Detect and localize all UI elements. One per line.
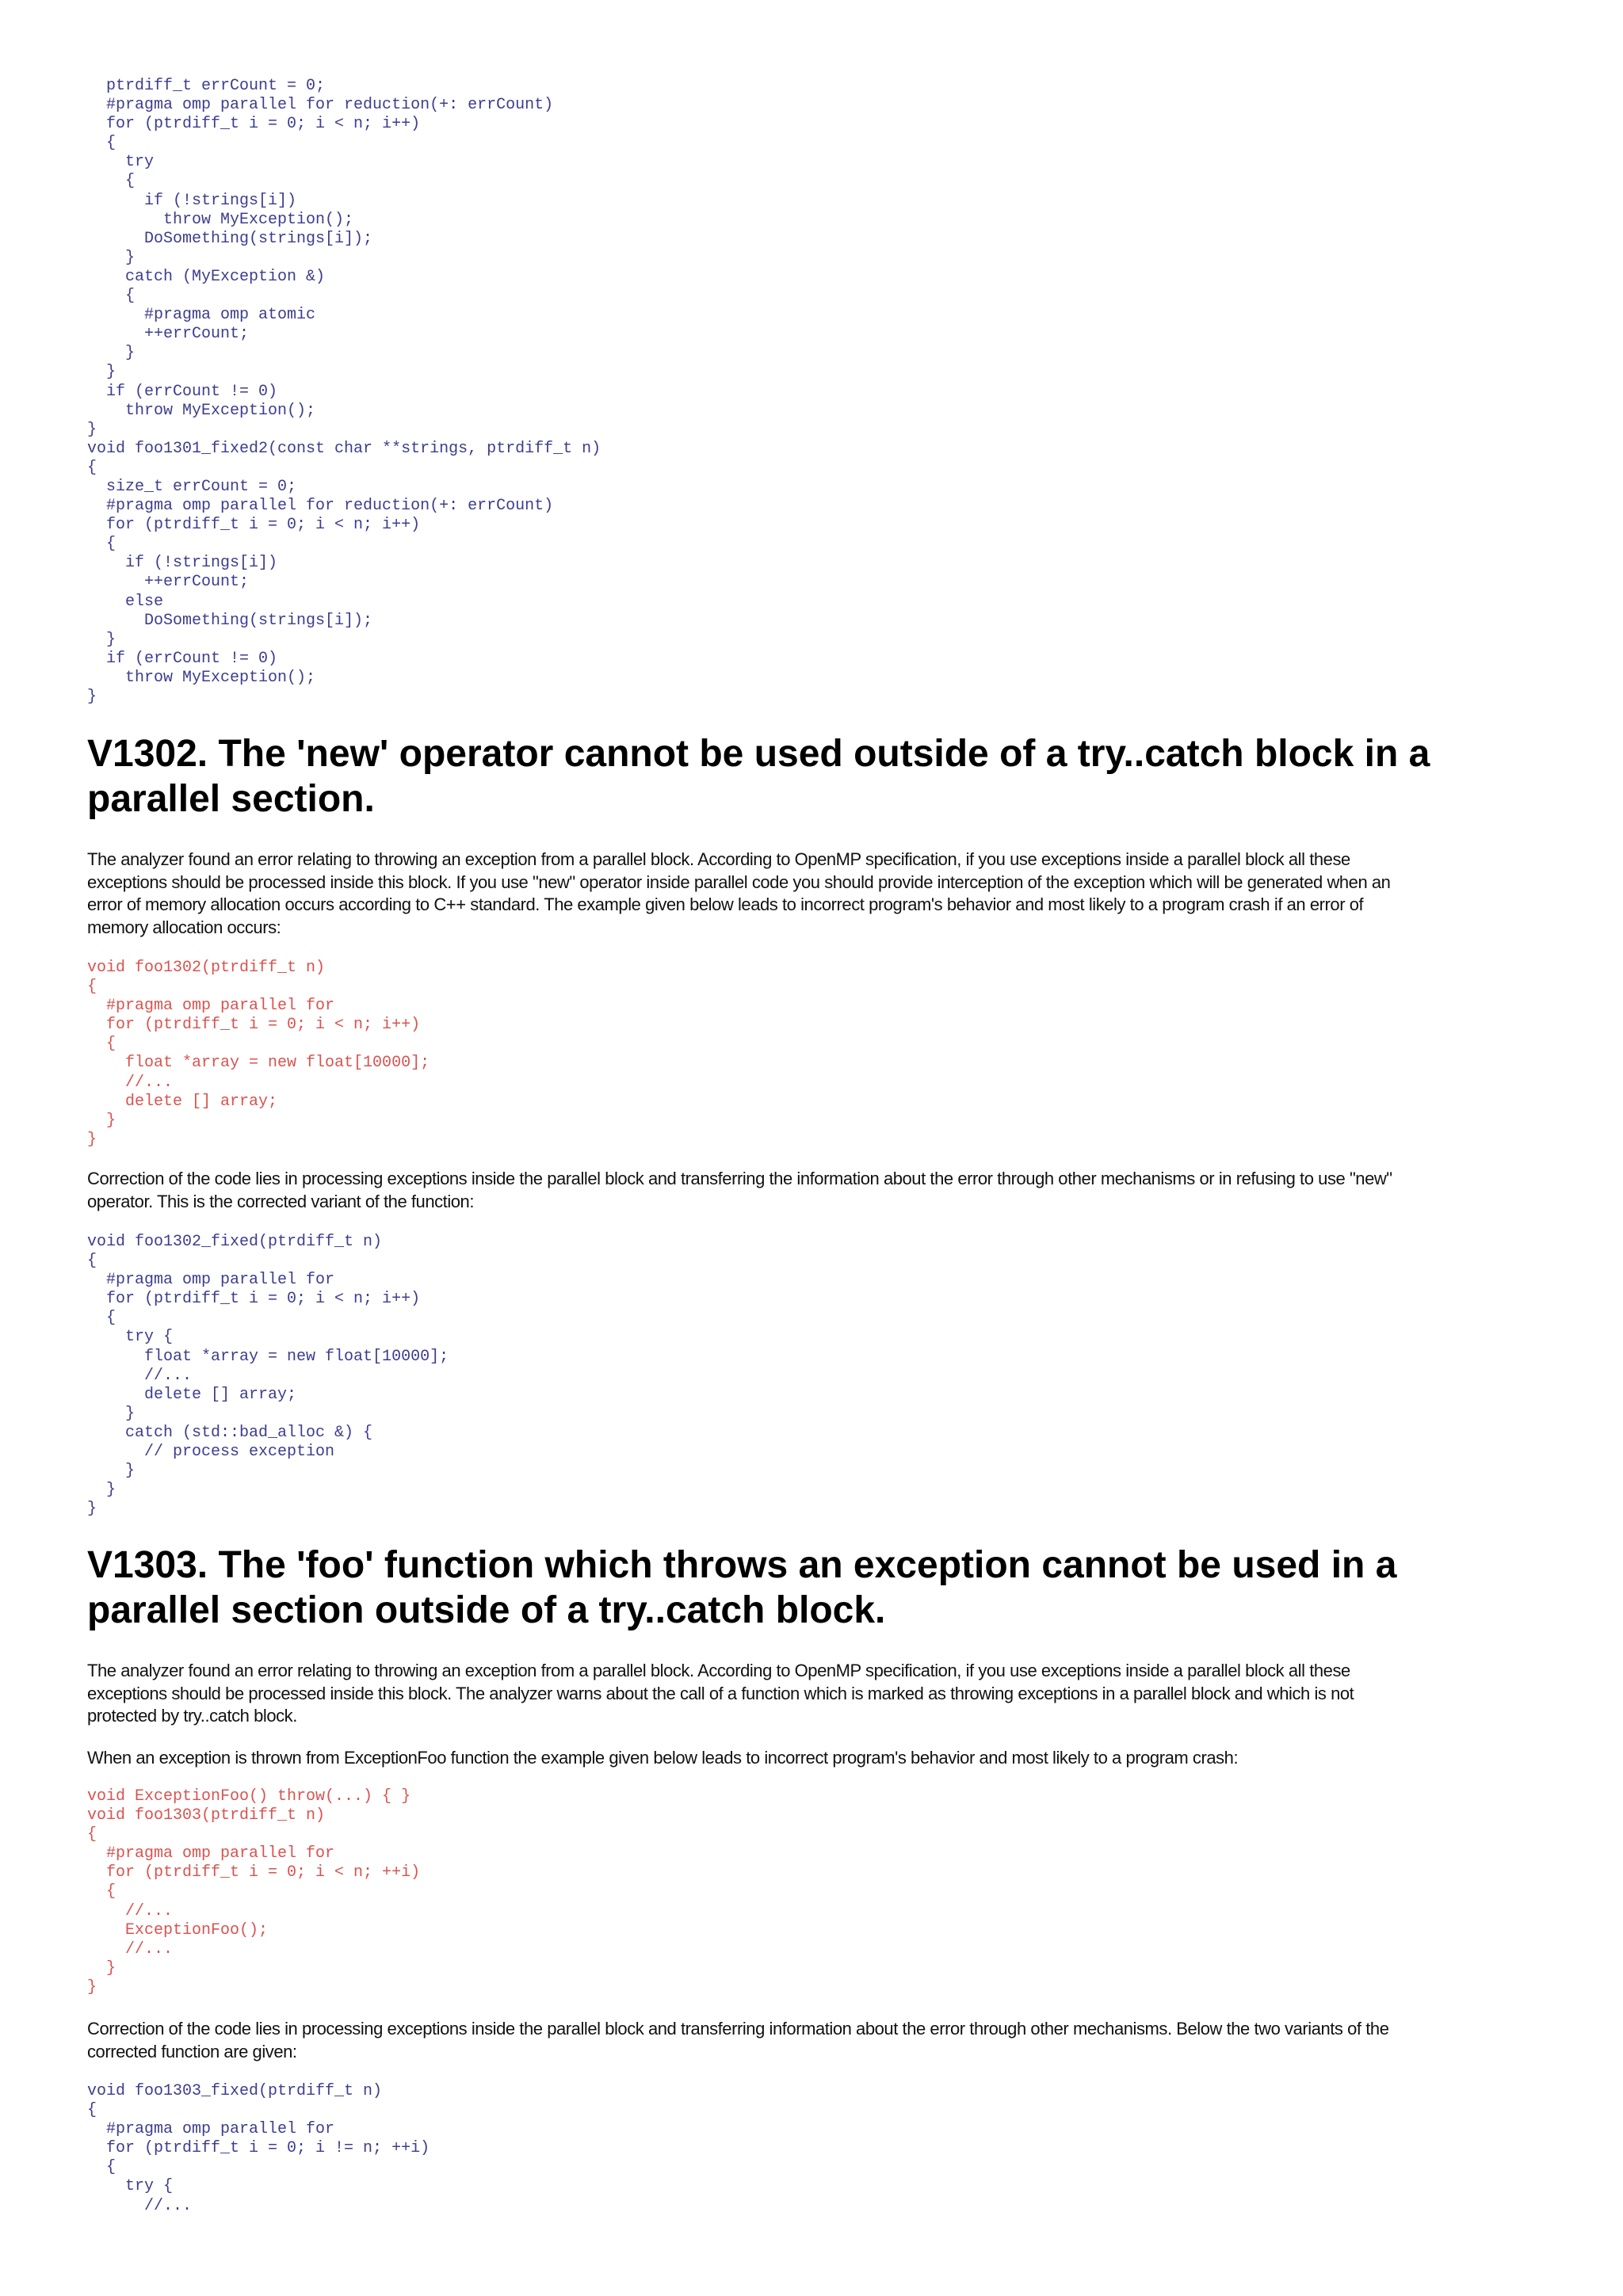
code-line: void foo1303_fixed(ptrdiff_t n) [87,2082,383,2100]
paragraph-v1303-intro: The analyzer found an error relating to throwing an exception from a parallel block. According to OpenMP specification, if you use exceptions inside a parallel block all these exceptions should be processed inside this block. The analyzer warns about the call of a function which is marked as throwing exceptions in a parallel block and which is not protected by try..catch block. [87,1661,1354,1726]
code-line: #pragma omp parallel for reduction(+: errCount) [87,96,554,115]
code-line: size_t errCount = 0; [87,477,297,496]
code-line: for (ptrdiff_t i = 0; i != n; ++i) [87,2139,430,2158]
paragraph-v1302-correction: Correction of the code lies in processing exceptions inside the parallel block and transferring the information about the error through other mechanisms or in refusing to use "new" operator. This is the corrected variant of the function: [87,1169,1392,1211]
code-line: DoSomething(strings[i]); [87,611,373,630]
code-line: if (errCount != 0) [87,382,278,401]
code-line: if (!strings[i]) [87,191,297,210]
code-line: } [87,1130,97,1149]
code-line: { [87,134,116,153]
code-line: ++errCount; [87,325,250,344]
paragraph-v1303-correction: Correction of the code lies in processing exceptions inside the parallel block and transferring information about the error through other mechanisms. Below the two variants of the corrected function are given: [87,2019,1389,2061]
code-line: } [87,1111,116,1130]
code-line: for (ptrdiff_t i = 0; i < n; i++) [87,1290,421,1309]
heading-v1302: V1302. The 'new' operator cannot be used outside of a try..catch block in a parallel section. [87,733,1430,820]
code-line: //... [87,1366,193,1385]
code-line: } [87,344,136,363]
code-line: ExceptionFoo(); [87,1920,269,1939]
code-line: } [87,363,116,382]
code-line: { [87,458,97,477]
code-line: DoSomething(strings[i]); [87,229,373,248]
code-line: } [87,1958,116,1978]
code-line: try { [87,2177,174,2196]
code-line: } [87,688,97,706]
code-line: { [87,535,116,554]
code-line: ptrdiff_t errCount = 0; [87,77,326,95]
heading-v1303: V1303. The 'foo' function which throws an exception cannot be used in a parallel section outside of a try..catch block. [87,1544,1397,1631]
code-line: { [87,1309,116,1328]
code-line: { [87,978,97,997]
code-line: { [87,1252,97,1271]
code-line: { [87,1035,116,1054]
code-line: } [87,1404,136,1423]
code-line: void foo1303(ptrdiff_t n) [87,1806,326,1825]
code-line: } [87,630,116,649]
code-line: } [87,1500,97,1519]
code-line: delete [] array; [87,1385,297,1404]
code-line: try { [87,1328,174,1347]
code-line: for (ptrdiff_t i = 0; i < n; ++i) [87,1863,421,1882]
code-line: delete [] array; [87,1092,278,1111]
code-line: #pragma omp parallel for [87,1271,335,1290]
code-line: { [87,2158,116,2177]
code-line: try [87,153,155,172]
code-line: catch (std::bad_alloc &) { [87,1423,373,1442]
code-line: void foo1302_fixed(ptrdiff_t n) [87,1233,383,1251]
code-line: if (!strings[i]) [87,554,278,573]
code-line: //... [87,2196,193,2215]
code-line: #pragma omp parallel for reduction(+: errCount) [87,497,554,516]
code-block-foo1302-fixed [87,1233,449,1519]
code-line: #pragma omp atomic [87,306,316,325]
code-line: //... [87,1073,174,1092]
code-line: catch (MyException &) [87,267,326,286]
code-line: throw MyException(); [87,210,354,229]
code-line: { [87,172,136,191]
code-block-foo1302-bad [87,959,430,1150]
code-line: } [87,1462,136,1481]
code-line: //... [87,1939,174,1958]
code-block-foo1301-fixed [87,77,601,707]
code-line: { [87,1882,116,1901]
code-line: #pragma omp parallel for [87,997,335,1016]
code-line: float *array = new float[10000]; [87,1054,430,1073]
paragraph-v1302-intro: The analyzer found an error relating to throwing an exception from a parallel block. According to OpenMP specification, if you use exceptions inside a parallel block all these exceptions should be processed inside this block. If you use "new" operator inside parallel code you should provide interception of the exception which will be generated when an error of memory allocation occurs according to C++ standard. The example given below leads to incorrect program's behavior and most likely to a program crash if an error of memory allocation occurs: [87,849,1391,937]
code-line: for (ptrdiff_t i = 0; i < n; i++) [87,1016,421,1035]
code-line: void foo1301_fixed2(const char **strings, ptrdiff_t n) [87,439,601,458]
code-line: // process exception [87,1443,335,1462]
code-line: throw MyException(); [87,668,316,687]
code-line: { [87,2101,97,2120]
code-line: else [87,592,164,611]
code-line: float *array = new float[10000]; [87,1347,449,1366]
code-line: } [87,248,136,267]
code-line: ++errCount; [87,573,250,592]
code-line: } [87,1978,97,1997]
code-line: { [87,287,136,306]
code-line: #pragma omp parallel for [87,2120,335,2139]
code-line: for (ptrdiff_t i = 0; i < n; i++) [87,115,421,134]
code-line: void ExceptionFoo() throw(...) { } [87,1787,411,1806]
code-line: if (errCount != 0) [87,649,278,668]
code-line: //... [87,1901,174,1920]
code-line: for (ptrdiff_t i = 0; i < n; i++) [87,516,421,535]
code-line: { [87,1825,97,1844]
paragraph-v1303-example-intro: When an exception is thrown from ExceptionFoo function the example given below leads to incorrect program's behavior and most likely to a program crash: [87,1748,1239,1768]
code-line: } [87,420,97,439]
code-block-foo1303-fixed [87,2082,430,2216]
code-line: void foo1302(ptrdiff_t n) [87,959,326,977]
code-block-foo1303-bad [87,1787,420,1997]
code-line: throw MyException(); [87,401,316,420]
code-line: } [87,1481,116,1500]
code-line: #pragma omp parallel for [87,1844,335,1863]
